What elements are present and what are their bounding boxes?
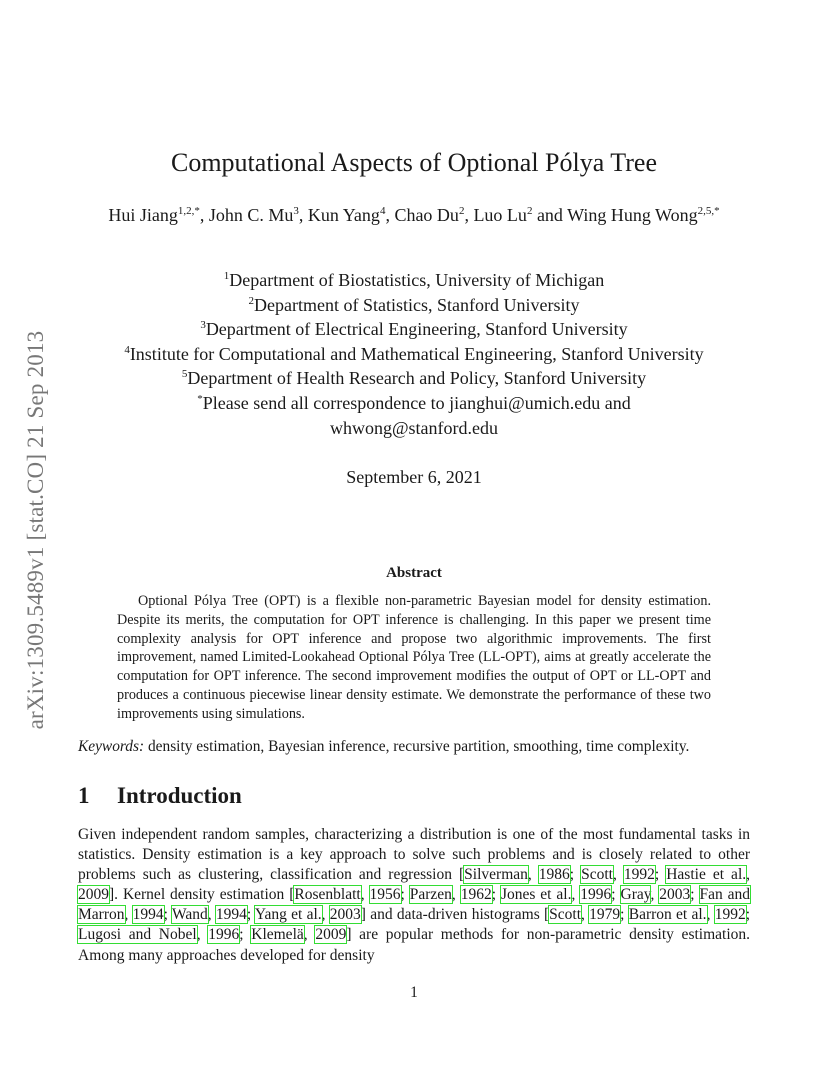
intro-text: , — [207, 906, 216, 924]
citation-link[interactable]: 1962 — [460, 886, 492, 904]
citation-link[interactable]: Barron et al. — [628, 906, 707, 924]
author-name: Kun Yang — [307, 205, 380, 225]
citation-link[interactable]: 2009 — [78, 886, 109, 904]
affiliation-line — [60, 268, 768, 293]
citation-link[interactable]: 1994 — [215, 906, 247, 924]
citation-link[interactable]: Scott — [581, 866, 613, 884]
citation-link[interactable]: Hastie et al. — [666, 866, 747, 884]
affiliation-text: Department of Statistics, Stanford University — [254, 294, 580, 315]
intro-text: ; — [620, 906, 629, 924]
intro-text: ; — [400, 886, 410, 904]
intro-text: ; — [654, 866, 667, 884]
affiliation-text: Please send all correspondence to jianghui@umich.edu and — [202, 392, 631, 413]
citation-link[interactable]: Silverman — [464, 866, 528, 884]
intro-text: , — [451, 886, 461, 904]
author-affiliation-mark: 4 — [379, 205, 386, 217]
affiliation-mark: 2 — [248, 294, 255, 307]
citation-link[interactable]: 1996 — [580, 886, 612, 904]
intro-text: ] and data-driven histograms [ — [360, 906, 550, 924]
affiliation-line — [60, 342, 768, 367]
affiliation-text: Department of Electrical Engineering, Stanford University — [205, 319, 628, 340]
citation-link[interactable]: Wand — [171, 906, 208, 924]
abstract-heading: Abstract — [386, 565, 442, 581]
intro-text: , — [360, 886, 370, 904]
affiliation-mark: * — [197, 392, 203, 405]
author-affiliation-mark: 2 — [458, 205, 465, 217]
citation-link[interactable]: 1979 — [589, 906, 621, 924]
paper-title: Computational Aspects of Optional Pólya Tree — [170, 148, 658, 177]
intro-text: , — [746, 866, 750, 884]
affiliation-text: Institute for Computational and Mathematical Engineering, Stanford University — [129, 343, 704, 364]
affiliation-list — [60, 268, 768, 440]
citation-link[interactable]: 1992 — [714, 906, 746, 924]
citation-link[interactable]: Klemelä — [251, 926, 304, 944]
citation-link[interactable]: Yang et al. — [254, 906, 322, 924]
citation-link[interactable]: Scott — [549, 906, 582, 924]
affiliation-line — [60, 293, 768, 318]
keywords-label: Keywords: — [78, 738, 145, 755]
intro-text: , — [571, 886, 581, 904]
intro-text: , — [650, 886, 660, 904]
intro-text: ; — [239, 926, 252, 944]
intro-text: , — [527, 866, 539, 884]
section-heading — [78, 783, 242, 809]
author-affiliation-mark: 1,2,* — [177, 205, 200, 217]
citation-link[interactable]: 1986 — [538, 866, 570, 884]
intro-text: ]. Kernel density estimation [ — [109, 886, 295, 904]
author-affiliation-mark: 3 — [293, 205, 299, 217]
affiliation-text: Department of Biostatistics, University of Michigan — [229, 270, 605, 290]
page-number: 1 — [410, 984, 418, 1001]
intro-text: Given independent random samples, characterizing a distribution is one of the most fundamental tasks in statistics. Density estimation is a key approach to solve such problems and is closely related to other problems such as clustering, classification and regression [ — [78, 826, 750, 884]
affiliation-mark: 4 — [124, 343, 130, 356]
affiliation-line — [60, 391, 768, 416]
intro-text: , — [196, 926, 209, 944]
keywords-text: density estimation, Bayesian inference, recursive partition, smoothing, time complexity. — [144, 738, 690, 755]
author-name: Wing Hung Wong — [567, 205, 698, 225]
intro-text: , — [303, 926, 316, 944]
intro-text: ; — [690, 886, 700, 904]
author-separator: , — [199, 205, 209, 225]
citation-link[interactable]: 2003 — [329, 906, 361, 924]
citation-link[interactable]: 1994 — [132, 906, 164, 924]
intro-text: ] are popular methods for non-parametric density estimation. Among many approaches developed for density — [78, 926, 751, 964]
author-separator: and — [532, 205, 568, 225]
affiliation-mark: 1 — [223, 270, 230, 282]
intro-text: ; — [491, 886, 501, 904]
citation-link[interactable]: 1996 — [208, 926, 240, 944]
paper-date: September 6, 2021 — [346, 467, 482, 487]
intro-text: , — [321, 906, 330, 924]
intro-text: ; — [745, 906, 751, 924]
citation-link[interactable]: 1956 — [369, 886, 401, 904]
intro-text: ; — [611, 886, 621, 904]
arxiv-sidebar — [12, 290, 60, 770]
citation-link[interactable]: Rosenblatt — [294, 886, 361, 904]
intro-text: ; — [569, 866, 582, 884]
affiliation-line — [60, 317, 768, 342]
keywords — [78, 737, 758, 757]
author-name: Luo Lu — [473, 205, 527, 225]
affiliation-mark: 5 — [181, 368, 188, 381]
citation-link[interactable]: 1992 — [623, 866, 655, 884]
affiliation-text: Department of Health Research and Policy, Stanford University — [187, 368, 647, 389]
author-list — [78, 203, 750, 228]
intro-text: , — [581, 906, 590, 924]
section-number: 1 — [78, 783, 90, 808]
intro-text: ; — [163, 906, 172, 924]
citation-link[interactable]: 2003 — [659, 886, 691, 904]
citation-link[interactable]: Gray — [620, 886, 651, 904]
introduction-paragraph — [78, 825, 750, 966]
intro-text: , — [706, 906, 715, 924]
author-affiliation-mark: 2 — [526, 205, 533, 217]
intro-text: , — [613, 866, 624, 884]
author-name: Hui Jiang — [108, 205, 178, 225]
author-name: John C. Mu — [208, 205, 294, 225]
intro-text: ; — [246, 906, 255, 924]
citation-link[interactable]: 2009 — [315, 926, 347, 944]
author-affiliation-mark: 2,5,* — [697, 205, 720, 217]
citation-link[interactable]: Fan and Marron — [78, 886, 751, 924]
section-title: Introduction — [117, 783, 242, 808]
affiliation-line — [60, 366, 768, 391]
affiliation-continuation: whwong@stanford.edu — [329, 417, 499, 438]
author-separator: , — [298, 205, 308, 225]
abstract-body: Optional Pólya Tree (OPT) is a flexible non-parametric Bayesian model for density estimation. Despite its merits, the computation for OPT inference is challenging. In this paper we present time complexity analysis for OPT inference and propose two algorithmic improvements. The first improvement, named Limited-Lookahead Optional Pólya Tree (LL-OPT), aims at greatly accelerate the computation for OPT inference. The second improvement modifies the output of OPT or LL-OPT and produces a continuous piecewise linear density estimate. We demonstrate the performance of these two improvements using simulations. — [117, 593, 711, 722]
citation-link[interactable]: Lugosi and Nobel — [78, 926, 197, 944]
affiliation-mark: 3 — [200, 319, 206, 332]
intro-text: , — [124, 906, 133, 924]
citation-link[interactable]: Jones et al. — [500, 886, 572, 904]
arxiv-stamp: arXiv:1309.5489v1 [stat.CO] 21 Sep 2013 — [23, 330, 48, 730]
citation-link[interactable]: Parzen — [409, 886, 452, 904]
author-name: Chao Du — [394, 205, 459, 225]
author-separator: , — [464, 205, 474, 225]
author-separator: , — [385, 205, 395, 225]
